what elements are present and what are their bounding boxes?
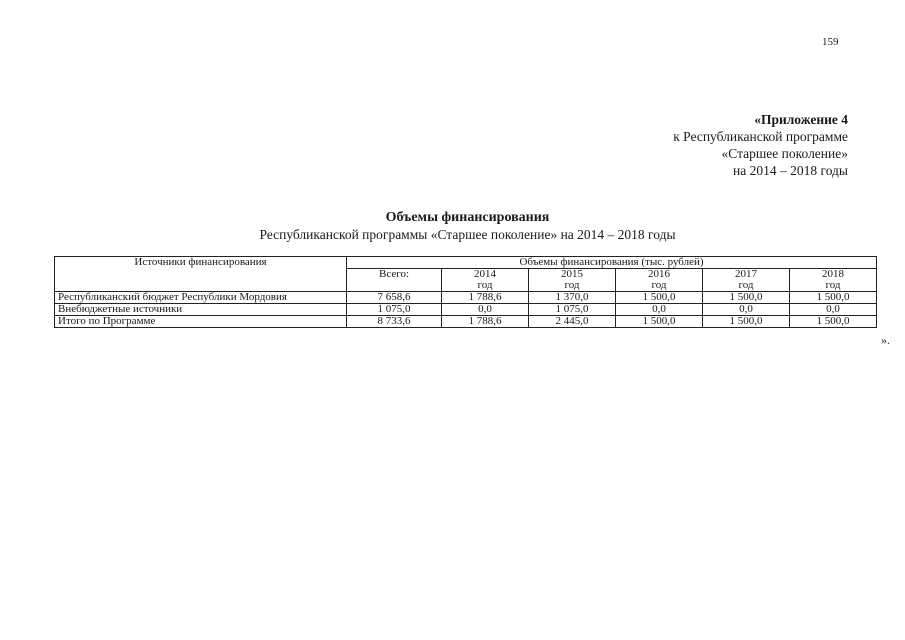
appendix-period: на 2014 – 2018 годы (733, 163, 848, 178)
title-main: Объемы финансирования (385, 210, 550, 225)
header-volumes: Объемы финансирования (тыс. рублей) (347, 257, 877, 269)
row-value-2015: 1 075,0 (529, 304, 616, 316)
row-value-2015: 2 445,0 (529, 316, 616, 328)
header-year-2015: 2015 год (529, 269, 616, 292)
header-year-2014: 2014 год (442, 269, 529, 292)
row-value-2018: 1 500,0 (790, 292, 877, 304)
header-year-2016: 2016 год (616, 269, 703, 292)
row-value-2015: 1 370,0 (529, 292, 616, 304)
header-year-2017: 2017 год (703, 269, 790, 292)
closing-quote-mark: ». (881, 333, 890, 347)
appendix-program-line: к Республиканской программе (673, 129, 848, 144)
appendix-program-name: «Старшее поколение» (721, 146, 848, 161)
financing-table (54, 256, 877, 328)
table-header-row (55, 257, 877, 269)
row-total: 8 733,6 (347, 316, 442, 328)
row-value-2016: 1 500,0 (616, 316, 703, 328)
row-value-2017: 1 500,0 (703, 316, 790, 328)
row-value-2017: 0,0 (703, 304, 790, 316)
row-label: Республиканский бюджет Республики Мордовия (55, 292, 347, 304)
table-row (55, 304, 877, 316)
row-total: 1 075,0 (347, 304, 442, 316)
row-value-2016: 1 500,0 (616, 292, 703, 304)
table-row (55, 292, 877, 304)
header-year-2018: 2018 год (790, 269, 877, 292)
header-total: Всего: (347, 269, 442, 292)
row-label: Итого по Программе (55, 316, 347, 328)
row-value-2017: 1 500,0 (703, 292, 790, 304)
appendix-header (673, 111, 848, 179)
page-number: 159 (822, 36, 839, 48)
header-source: Источники финансирования (55, 257, 347, 292)
row-value-2014: 1 788,6 (442, 316, 529, 328)
row-value-2018: 1 500,0 (790, 316, 877, 328)
row-label: Внебюджетные источники (55, 304, 347, 316)
row-value-2014: 1 788,6 (442, 292, 529, 304)
row-value-2018: 0,0 (790, 304, 877, 316)
document-title (0, 209, 905, 243)
row-value-2014: 0,0 (442, 304, 529, 316)
title-sub: Республиканской программы «Старшее поколение» на 2014 – 2018 годы (259, 227, 676, 242)
row-total: 7 658,6 (347, 292, 442, 304)
table-row (55, 316, 877, 328)
appendix-number: «Приложение 4 (754, 112, 848, 127)
row-value-2016: 0,0 (616, 304, 703, 316)
